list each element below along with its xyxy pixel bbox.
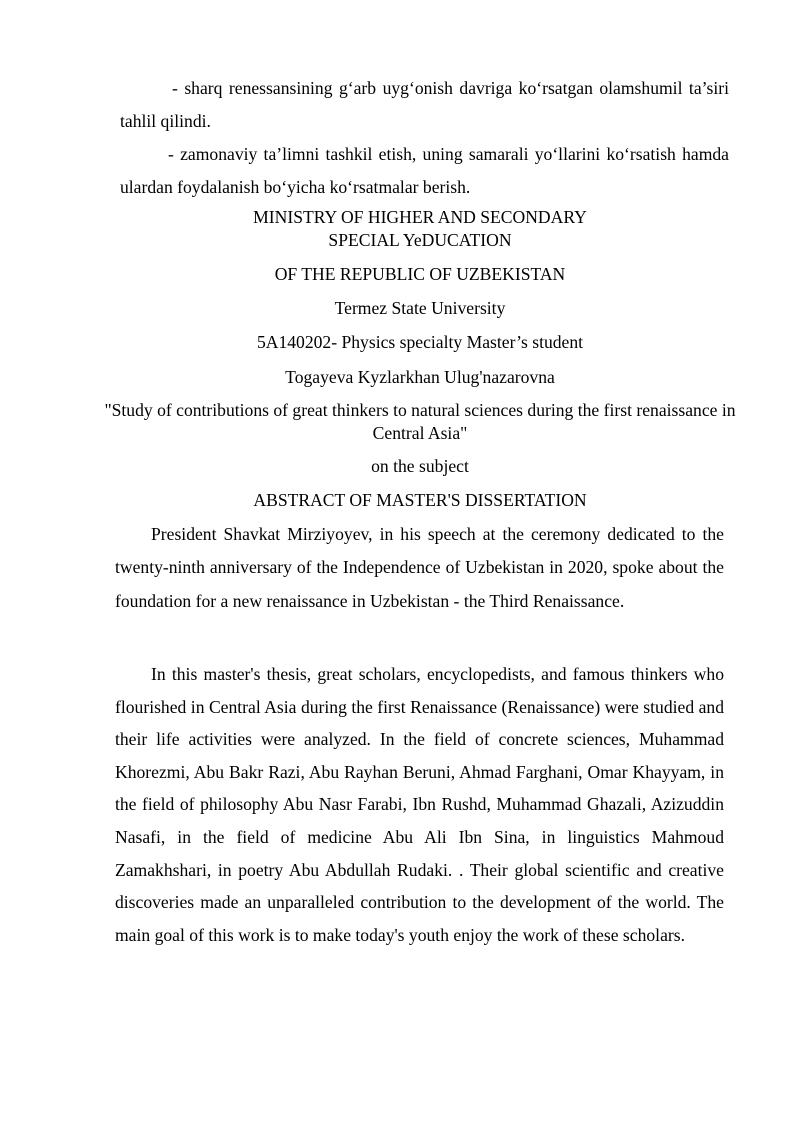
abstract-heading: ABSTRACT OF MASTER'S DISSERTATION — [253, 490, 587, 510]
intro-paragraph-1: - sharq renessansining g‘arb uyg‘onish davriga ko‘rsatgan olamshumil ta’siri tahlil qilindi. — [120, 78, 729, 131]
student-name: Togayeva Kyzlarkhan Ulug'nazarovna — [285, 367, 555, 387]
republic-heading: OF THE REPUBLIC OF UZBEKISTAN — [274, 264, 566, 284]
subject-line: on the subject — [371, 456, 469, 476]
ministry-heading — [100, 206, 740, 252]
university-name: Termez State University — [334, 298, 506, 318]
thesis-title: "Study of contributions of great thinkers to natural sciences during the first renaissance in Central Asia" — [104, 400, 736, 443]
body-paragraph-2: In this master's thesis, great scholars, encyclopedists, and famous thinkers who flourished in Central Asia during the first Renaissance (Renaissance) were studied and their life activities were analyzed. In the field of concrete sciences, Muhammad Khorezmi, Abu Bakr Razi, Abu Rayhan Beruni, Ahmad Farghani, Omar Khayyam, in the field of philosophy Abu Nasr Farabi, Ibn Rushd, Muhammad Ghazali, Azizuddin Nasafi, in the field of medicine Abu Ali Ibn Sina, in linguistics Mahmoud Zamakhshari, in poetry Abu Abdullah Rudaki. . Their global scientific and creative discoveries made an unparalleled contribution to the development of the world. The main goal of this work is to make today's youth enjoy the work of these scholars. — [115, 664, 724, 945]
student-role: 5A140202- Physics specialty Master’s student — [256, 332, 584, 352]
ministry-line-1: MINISTRY OF HIGHER AND SECONDARY — [253, 207, 587, 227]
intro-paragraph-2: - zamonaviy ta’limni tashkil etish, uning samarali yo‘llarini ko‘rsatish hamda ulardan foydalanish bo‘yicha ko‘rsatmalar berish. — [120, 144, 729, 197]
ministry-line-2: SPECIAL YeDUCATION — [328, 230, 512, 250]
body-paragraph-1: President Shavkat Mirziyoyev, in his speech at the ceremony dedicated to the twenty-ninth anniversary of the Independence of Uzbekistan in 2020, spoke about the foundation for a new renaissance in Uzbekistan - the Third Renaissance. — [115, 524, 724, 611]
